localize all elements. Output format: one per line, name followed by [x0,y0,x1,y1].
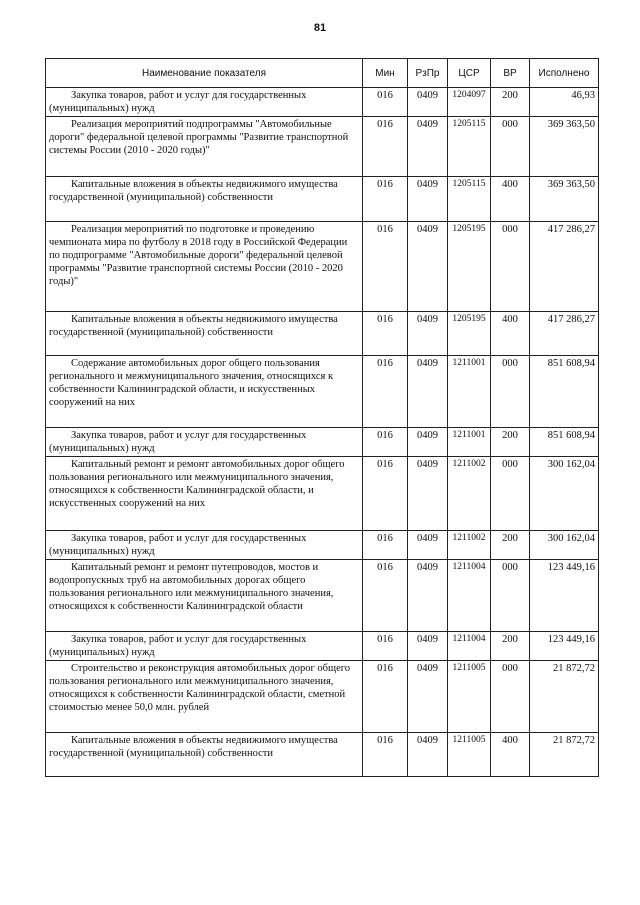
row-vr: 200 [491,88,530,117]
row-executed: 21 872,72 [530,661,599,733]
budget-table [45,58,599,777]
row-min: 016 [363,428,408,457]
row-csr: 1211005 [448,661,491,733]
row-name: Закупка товаров, работ и услуг для государственных (муниципальных) нужд [46,632,363,661]
row-min: 016 [363,661,408,733]
row-csr: 1211002 [448,457,491,531]
table-row [46,177,599,222]
table-row [46,531,599,560]
row-executed: 123 449,16 [530,560,599,632]
row-vr: 000 [491,457,530,531]
header-executed: Исполнено [530,59,599,88]
row-min: 016 [363,632,408,661]
page-number: 81 [313,22,327,34]
row-csr: 1211005 [448,733,491,777]
row-min: 016 [363,117,408,177]
row-name: Капитальные вложения в объекты недвижимого имущества государственной (муниципальной) собственности [46,312,363,356]
row-csr: 1205115 [448,177,491,222]
row-rzpr: 0409 [408,531,448,560]
row-csr: 1211004 [448,560,491,632]
row-executed: 300 162,04 [530,531,599,560]
row-name: Капитальный ремонт и ремонт путепроводов, мостов и водопропускных труб на автомобильных дорогах общего пользования регионального или межмуниципального значения, относящихся к собственности Калининградской области [46,560,363,632]
row-name: Закупка товаров, работ и услуг для государственных (муниципальных) нужд [46,428,363,457]
row-min: 016 [363,312,408,356]
row-executed: 21 872,72 [530,733,599,777]
table-row [46,312,599,356]
row-vr: 400 [491,312,530,356]
table-row [46,661,599,733]
row-name: Капитальные вложения в объекты недвижимого имущества государственной (муниципальной) собственности [46,733,363,777]
row-executed: 123 449,16 [530,632,599,661]
row-min: 016 [363,560,408,632]
table-row [46,733,599,777]
row-rzpr: 0409 [408,117,448,177]
row-csr: 1211001 [448,428,491,457]
table-header-row [46,59,599,88]
row-csr: 1211004 [448,632,491,661]
row-name: Строительство и реконструкция автомобильных дорог общего пользования регионального или межмуниципального значения, относящихся к собственности Калининградской области, сметной стоимостью менее 50,0 млн. рублей [46,661,363,733]
row-rzpr: 0409 [408,356,448,428]
row-vr: 000 [491,560,530,632]
row-min: 016 [363,733,408,777]
table-row [46,560,599,632]
header-csr: ЦСР [448,59,491,88]
row-executed: 369 363,50 [530,117,599,177]
row-min: 016 [363,222,408,312]
row-csr: 1211001 [448,356,491,428]
row-executed: 417 286,27 [530,222,599,312]
row-rzpr: 0409 [408,560,448,632]
row-vr: 200 [491,531,530,560]
row-csr: 1205195 [448,312,491,356]
header-name: Наименование показателя [46,59,363,88]
header-vr: ВР [491,59,530,88]
row-executed: 851 608,94 [530,428,599,457]
table-row [46,632,599,661]
row-vr: 000 [491,117,530,177]
row-min: 016 [363,457,408,531]
row-min: 016 [363,356,408,428]
table-row [46,88,599,117]
row-name: Реализация мероприятий подпрограммы "Автомобильные дороги" федеральной целевой программы "Развитие транспортной системы России (2010 - 2020 годы)" [46,117,363,177]
row-vr: 000 [491,661,530,733]
header-min: Мин [363,59,408,88]
row-vr: 000 [491,356,530,428]
row-rzpr: 0409 [408,222,448,312]
row-min: 016 [363,531,408,560]
row-vr: 000 [491,222,530,312]
row-rzpr: 0409 [408,733,448,777]
table-row [46,356,599,428]
row-name: Реализация мероприятий по подготовке и проведению чемпионата мира по футболу в 2018 году в Российской Федерации по подпрограмме "Автомобильные дороги" федеральной целевой программы "Развитие транспортной системы России (2010 - 2020 годы)" [46,222,363,312]
row-csr: 1204097 [448,88,491,117]
row-name: Закупка товаров, работ и услуг для государственных (муниципальных) нужд [46,531,363,560]
row-csr: 1211002 [448,531,491,560]
row-rzpr: 0409 [408,312,448,356]
row-rzpr: 0409 [408,88,448,117]
row-name: Закупка товаров, работ и услуг для государственных (муниципальных) нужд [46,88,363,117]
row-vr: 200 [491,632,530,661]
row-vr: 400 [491,733,530,777]
row-executed: 417 286,27 [530,312,599,356]
row-name: Капитальный ремонт и ремонт автомобильных дорог общего пользования регионального или межмуниципального значения, относящихся к собственности Калининградской области, и искусственных сооружений на них [46,457,363,531]
row-name: Содержание автомобильных дорог общего пользования регионального и межмуниципального значения, относящихся к собственности Калининградской области, и искусственных сооружений на них [46,356,363,428]
row-min: 016 [363,177,408,222]
row-rzpr: 0409 [408,428,448,457]
row-executed: 46,93 [530,88,599,117]
row-executed: 369 363,50 [530,177,599,222]
table-row [46,117,599,177]
row-rzpr: 0409 [408,457,448,531]
table-row [46,457,599,531]
row-executed: 851 608,94 [530,356,599,428]
row-name: Капитальные вложения в объекты недвижимого имущества государственной (муниципальной) собственности [46,177,363,222]
row-rzpr: 0409 [408,632,448,661]
row-rzpr: 0409 [408,177,448,222]
row-csr: 1205115 [448,117,491,177]
header-rzpr: РзПр [408,59,448,88]
row-rzpr: 0409 [408,661,448,733]
table-row [46,428,599,457]
row-executed: 300 162,04 [530,457,599,531]
row-vr: 400 [491,177,530,222]
row-min: 016 [363,88,408,117]
row-vr: 200 [491,428,530,457]
table-row [46,222,599,312]
row-csr: 1205195 [448,222,491,312]
